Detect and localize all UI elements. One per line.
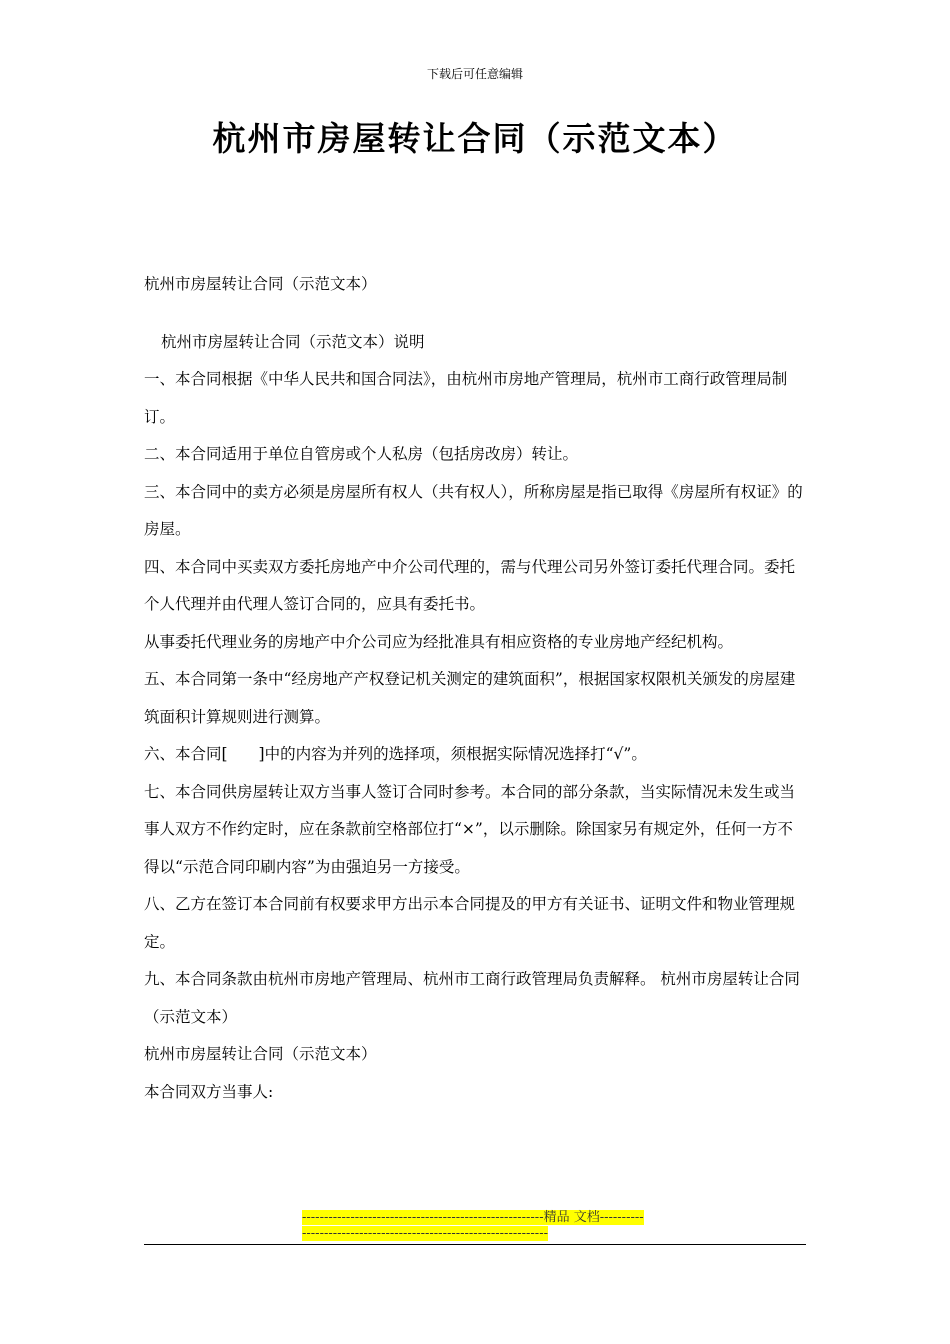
paragraph-item-4-note: 从事委托代理业务的房地产中介公司应为经批准具有相应资格的专业房地产经纪机构。: [144, 632, 734, 651]
paragraph-contract-title: 杭州市房屋转让合同（示范文本）: [144, 1045, 377, 1063]
paragraph-explanation-title: 杭州市房屋转让合同（示范文本）说明: [161, 332, 425, 351]
paragraph-heading: 杭州市房屋转让合同（示范文本）: [144, 275, 377, 293]
paragraph-item-6: 六、本合同[ ]中的内容为并列的选择项，须根据实际情况选择打“√”。: [144, 745, 647, 763]
paragraph-item-1: 一、本合同根据《中华人民共和国合同法》，由杭州市房地产管理局，杭州市工商行政管理局制订。: [144, 370, 788, 426]
document-body: [144, 266, 808, 1111]
paragraph-item-5: 五、本合同第一条中“经房地产产权登记机关测定的建筑面积”，根据国家权限机关颁发的房屋建筑面积计算规则进行测算。: [144, 670, 796, 726]
paragraph-item-2: 二、本合同适用于单位自管房或个人私房（包括房改房）转让。: [144, 445, 579, 463]
paragraph-item-7: 七、本合同供房屋转让双方当事人签订合同时参考。本合同的部分条款，当实际情况未发生或当事人双方不作约定时，应在条款前空格部位打“×”，以示删除。除国家另有规定外，任何一方不得以“示范合同印刷内容”为由强迫另一方接受。: [144, 782, 796, 876]
header-note: 下载后可任意编辑: [426, 67, 523, 81]
footer-divider: [144, 1244, 806, 1245]
paragraph-item-4: 四、本合同中买卖双方委托房地产中介公司代理的，需与代理公司另外签订委托代理合同。委托个人代理并由代理人签订合同的，应具有委托书。: [144, 557, 796, 613]
paragraph-item-3: 三、本合同中的卖方必须是房屋所有权人（共有权人），所称房屋是指已取得《房屋所有权证》的房屋。: [144, 482, 803, 538]
paragraph-item-9: 九、本合同条款由杭州市房地产管理局、杭州市工商行政管理局负责解释。 杭州市房屋转让合同（示范文本）: [144, 970, 800, 1026]
paragraph-parties: 本合同双方当事人:: [144, 1082, 274, 1101]
document-title: 杭州市房屋转让合同（示范文本）: [212, 119, 738, 158]
footer-banner: [302, 1210, 646, 1242]
footer-banner-text: -------------------------------------------------------精品 文档------------------------------------------------------------------: [302, 1210, 644, 1241]
paragraph-item-8: 八、乙方在签订本合同前有权要求甲方出示本合同提及的甲方有关证书、证明文件和物业管理规定。: [144, 895, 796, 951]
